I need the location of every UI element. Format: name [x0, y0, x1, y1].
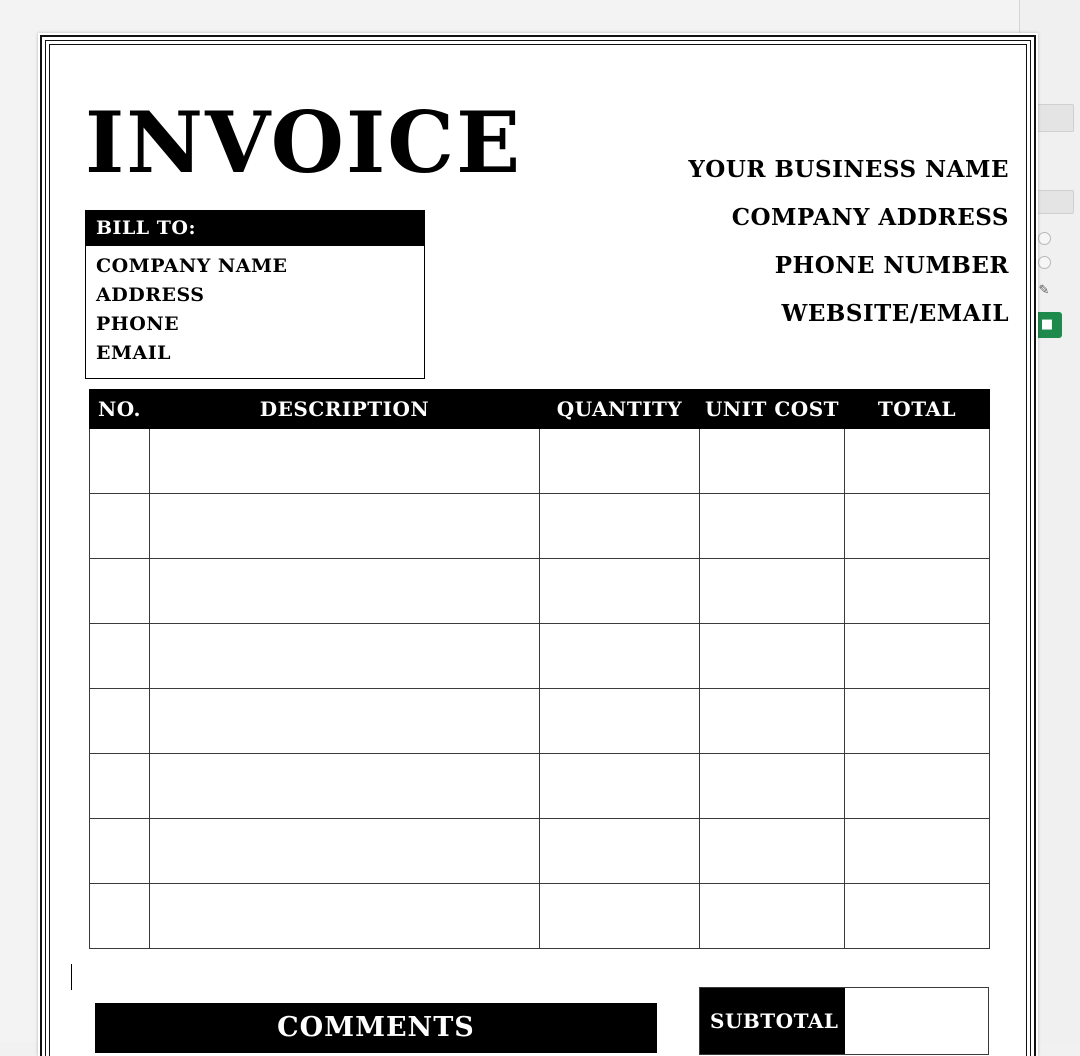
cell-description[interactable] — [150, 754, 540, 819]
cell-description[interactable] — [150, 884, 540, 949]
circle-icon[interactable] — [1038, 256, 1051, 269]
cell-total[interactable] — [845, 819, 990, 884]
cell-unit-cost[interactable] — [700, 689, 845, 754]
bill-to-box — [85, 210, 425, 379]
cell-quantity[interactable] — [540, 884, 700, 949]
bill-to-phone: PHONE — [96, 313, 180, 335]
subtotal-row — [699, 987, 989, 1055]
bill-to-company: COMPANY NAME — [96, 255, 288, 277]
business-phone: PHONE NUMBER — [774, 252, 1009, 279]
cell-no[interactable] — [90, 559, 150, 624]
cell-no[interactable] — [90, 689, 150, 754]
bill-to-email: EMAIL — [96, 342, 172, 364]
bill-to-fields — [86, 246, 424, 378]
cell-quantity[interactable] — [540, 559, 700, 624]
cell-total[interactable] — [845, 559, 990, 624]
cell-unit-cost[interactable] — [700, 884, 845, 949]
cell-total[interactable] — [845, 884, 990, 949]
table-row — [90, 689, 990, 754]
cell-no[interactable] — [90, 624, 150, 689]
pen-icon[interactable]: ✎ — [1038, 283, 1050, 298]
cell-no[interactable] — [90, 819, 150, 884]
cell-unit-cost[interactable] — [700, 429, 845, 494]
cell-description[interactable] — [150, 429, 540, 494]
image-icon[interactable]: ■ — [1032, 312, 1062, 338]
table-row — [90, 819, 990, 884]
cell-no[interactable] — [90, 429, 150, 494]
business-address: COMPANY ADDRESS — [731, 204, 1009, 231]
table-header-row — [90, 390, 990, 429]
subtotal-value[interactable] — [845, 988, 988, 1054]
business-info — [688, 146, 1009, 338]
cell-total[interactable] — [845, 494, 990, 559]
cell-quantity[interactable] — [540, 429, 700, 494]
cell-no[interactable] — [90, 884, 150, 949]
cell-description[interactable] — [150, 624, 540, 689]
cell-unit-cost[interactable] — [700, 494, 845, 559]
cell-quantity[interactable] — [540, 754, 700, 819]
column-header-unit-cost: UNIT COST — [700, 390, 845, 429]
table-row — [90, 884, 990, 949]
cell-description[interactable] — [150, 689, 540, 754]
line-items-table — [89, 389, 990, 949]
page-title: INVOICE — [85, 93, 523, 192]
cell-unit-cost[interactable] — [700, 624, 845, 689]
cell-unit-cost[interactable] — [700, 559, 845, 624]
document-content — [49, 44, 1027, 1056]
column-header-description: DESCRIPTION — [150, 390, 540, 429]
business-name: YOUR BUSINESS NAME — [688, 156, 1009, 183]
cell-quantity[interactable] — [540, 689, 700, 754]
cell-total[interactable] — [845, 429, 990, 494]
circle-icon[interactable] — [1038, 232, 1051, 245]
table-row — [90, 624, 990, 689]
text-caret — [71, 964, 72, 990]
table-row — [90, 754, 990, 819]
cell-quantity[interactable] — [540, 819, 700, 884]
cell-total[interactable] — [845, 754, 990, 819]
cell-quantity[interactable] — [540, 494, 700, 559]
cell-description[interactable] — [150, 559, 540, 624]
cell-quantity[interactable] — [540, 624, 700, 689]
subtotal-label: SUBTOTAL — [700, 988, 845, 1054]
cell-no[interactable] — [90, 494, 150, 559]
column-header-total: TOTAL — [845, 390, 990, 429]
cell-total[interactable] — [845, 624, 990, 689]
cell-no[interactable] — [90, 754, 150, 819]
table-row — [90, 429, 990, 494]
cell-unit-cost[interactable] — [700, 819, 845, 884]
comments-header: COMMENTS — [95, 1003, 657, 1053]
column-header-quantity: QUANTITY — [540, 390, 700, 429]
business-website-email: WEBSITE/EMAIL — [781, 300, 1009, 327]
cell-description[interactable] — [150, 819, 540, 884]
cell-total[interactable] — [845, 689, 990, 754]
bill-to-address: ADDRESS — [96, 284, 205, 306]
table-row — [90, 494, 990, 559]
table-row — [90, 559, 990, 624]
column-header-no: NO. — [90, 390, 150, 429]
cell-description[interactable] — [150, 494, 540, 559]
bill-to-header: BILL TO: — [86, 211, 424, 246]
document-page — [38, 33, 1038, 1056]
cell-unit-cost[interactable] — [700, 754, 845, 819]
